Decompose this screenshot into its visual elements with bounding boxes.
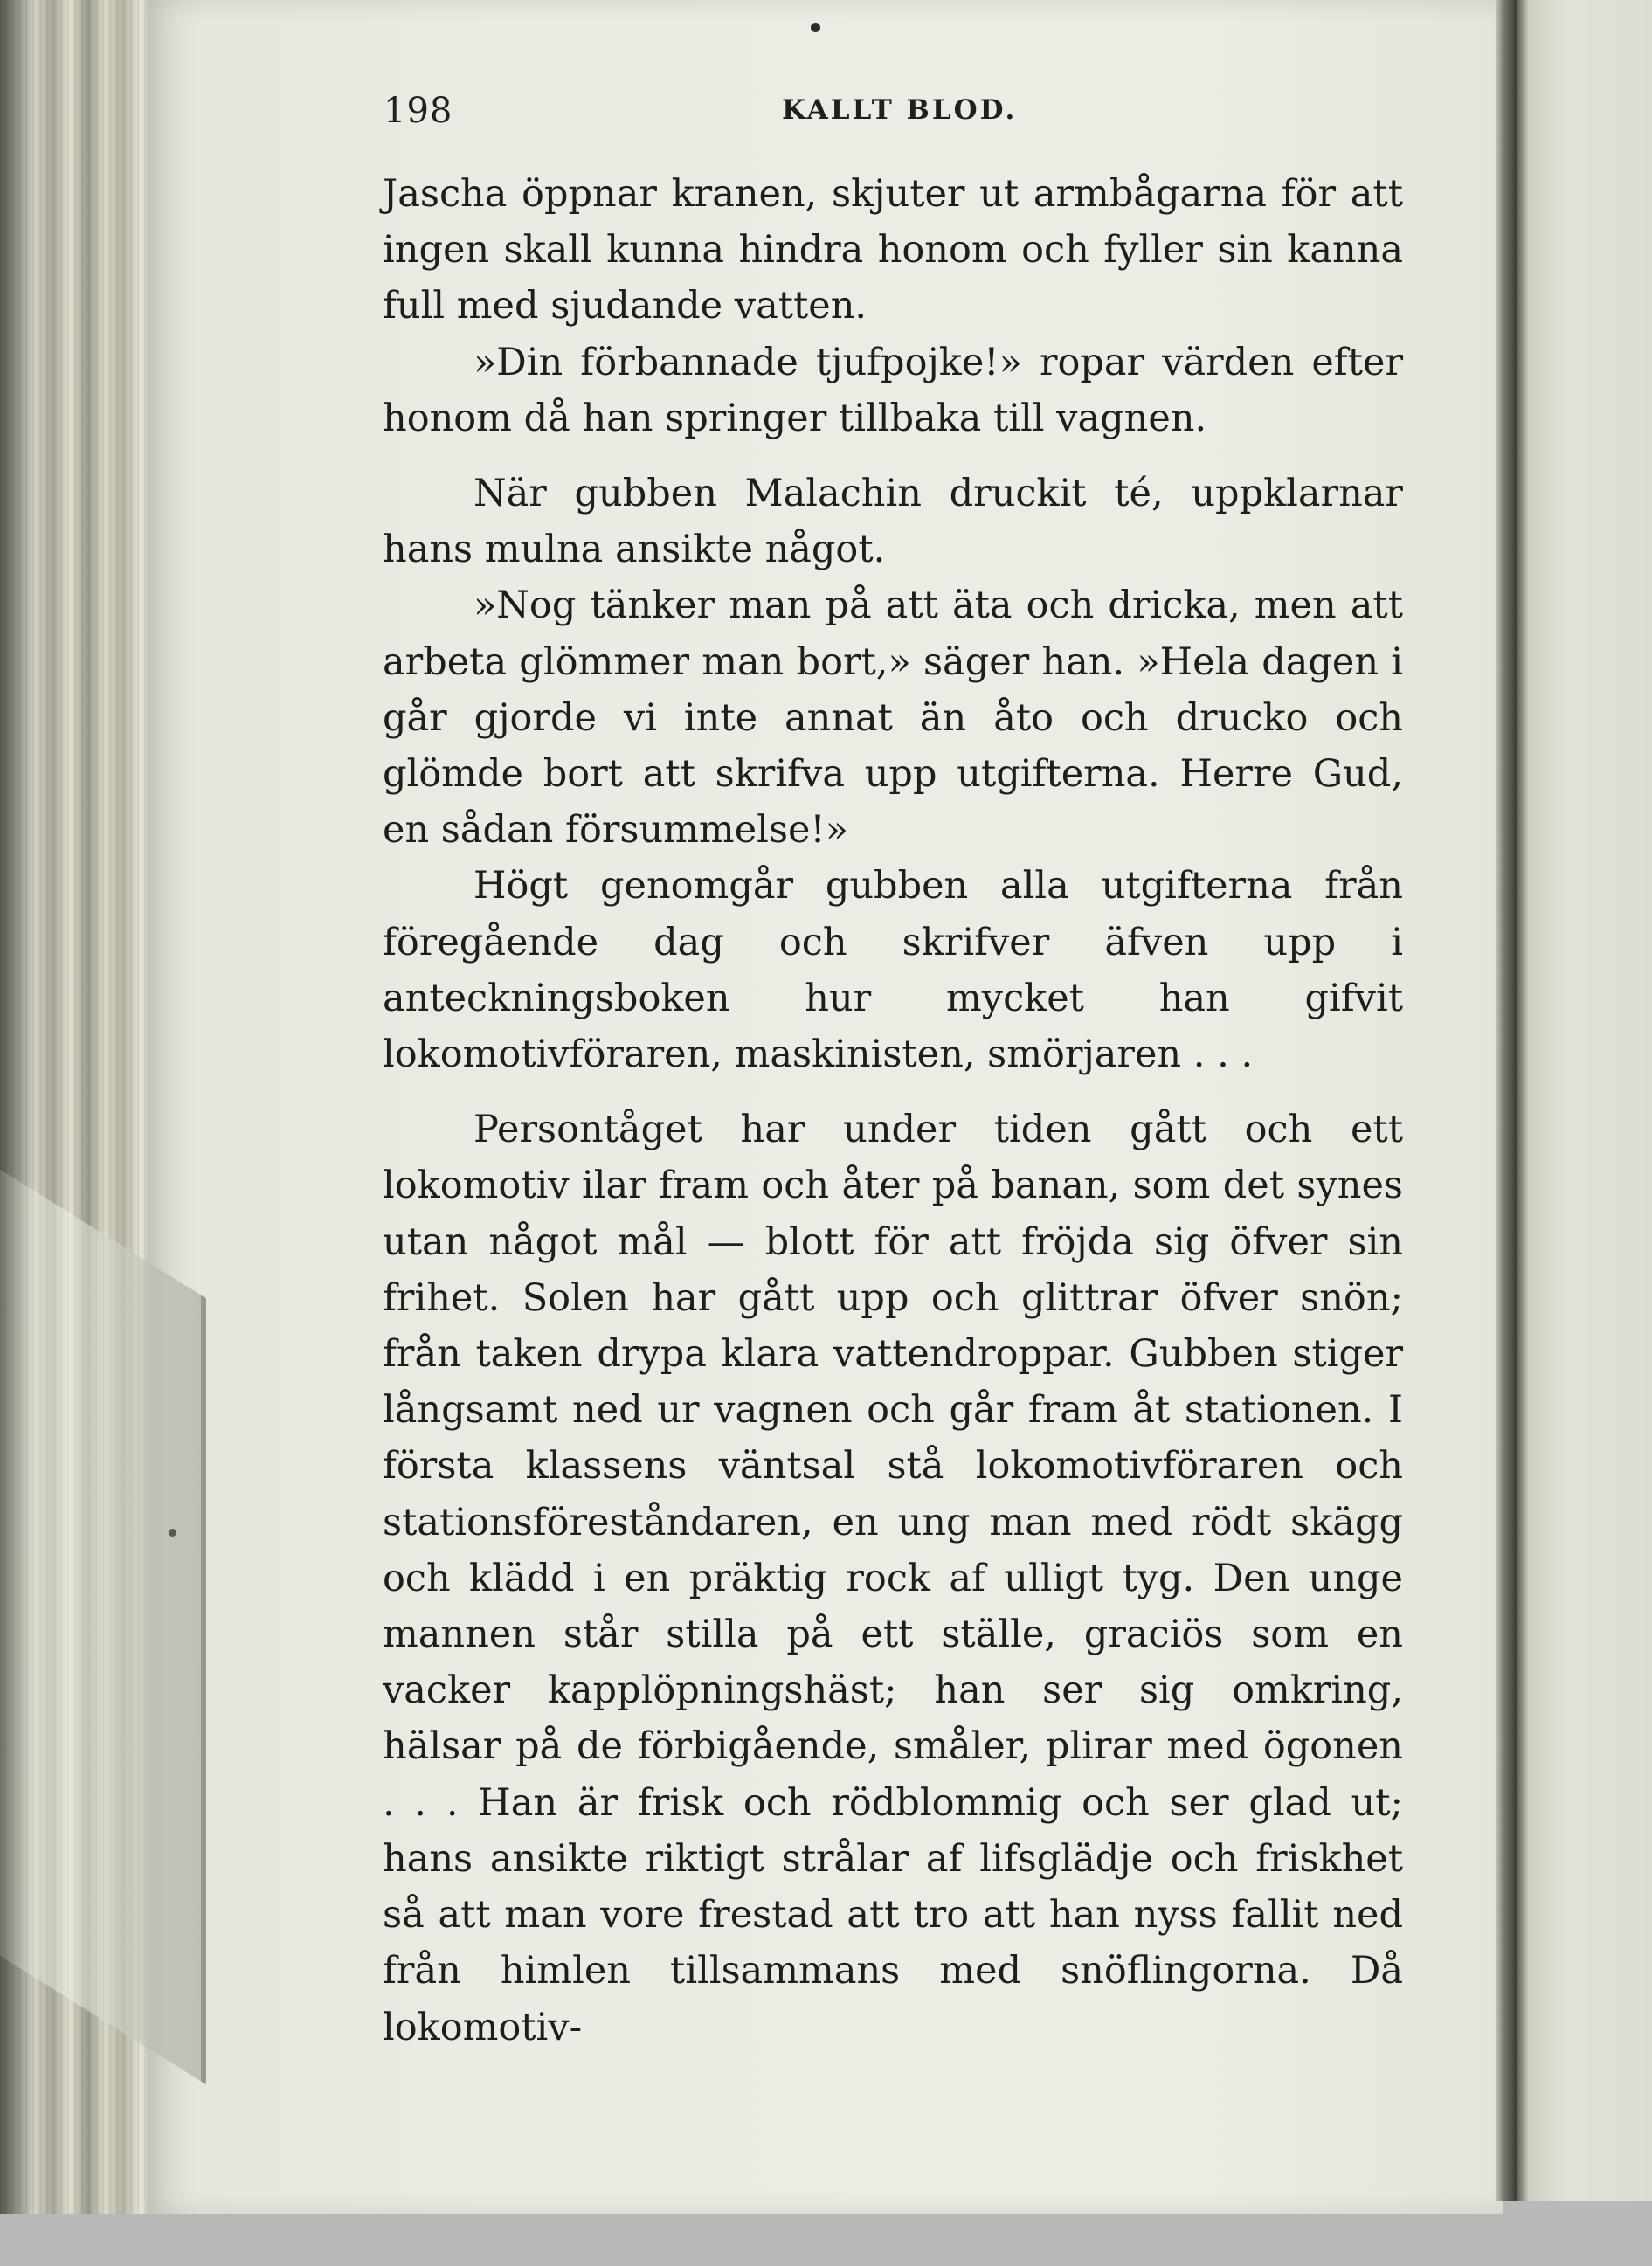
page-number: 198 xyxy=(384,91,453,131)
paragraph: »Din förbannade tjufpojke!» ropar värden efter honom då han springer tillbaka till vagnen. xyxy=(383,340,1403,440)
page-clamp xyxy=(0,1153,206,2084)
paragraph: Persontåget har under tiden gått och ett lokomotiv ilar fram och åter på banan, som det synes utan något mål — blott för att fröjda sig öfver sin frihet. Solen har gått upp och glittrar öfver snön; från taken drypa klara vattendroppar. Gubben stiger långsamt ned ur vagnen och går fram åt stationen. I första klassens väntsal stå lokomotivföraren och stationsföreståndaren, en ung man med rödt skägg och klädd i en präktig rock af ulligt tyg. Den unge mannen står stilla på ett ställe, graciös som en vacker kapplöpningshäst; han ser sig omkring, hälsar på de förbigående, småler, plirar med ögonen . . . Han är frisk och rödblommig och ser glad ut; hans ansikte riktigt strålar af lifsglädje och friskhet så att man vore frestad att tro att han nyss fallit ned från himlen tillsammans med snöflingorna. Då lokomotiv- xyxy=(383,1108,1403,2049)
opposite-page-edge xyxy=(1517,0,1652,2201)
page-gutter-edge xyxy=(1496,0,1517,2201)
running-title: KALLT BLOD. xyxy=(782,94,1018,126)
ink-spot xyxy=(811,23,820,32)
paragraph: Högt genomgår gubben alla utgifterna från föregående dag och skrifver äfven upp i anteckningsboken hur mycket han gifvit lokomotivföraren, maskinisten, smörjaren . . . xyxy=(383,864,1403,1077)
paragraph: När gubben Malachin druckit té, uppklarnar hans mulna ansikte något. xyxy=(383,472,1403,572)
paragraph: »Nog tänker man på att äta och dricka, men att arbeta glömmer man bort,» säger han. »Hela dagen i går gjorde vi inte annat än åto och drucko och glömde bort att skrifva upp utgifterna. Herre Gud, en sådan försummelse!» xyxy=(383,584,1403,853)
paragraph: Jascha öppnar kranen, skjuter ut armbågarna för att ingen skall kunna hindra honom och fyller sin kanna full med sjudande vatten. xyxy=(383,172,1403,328)
scan-bottom-margin xyxy=(0,2214,1652,2266)
body-text xyxy=(383,166,1403,2055)
ink-spot xyxy=(169,1529,176,1537)
